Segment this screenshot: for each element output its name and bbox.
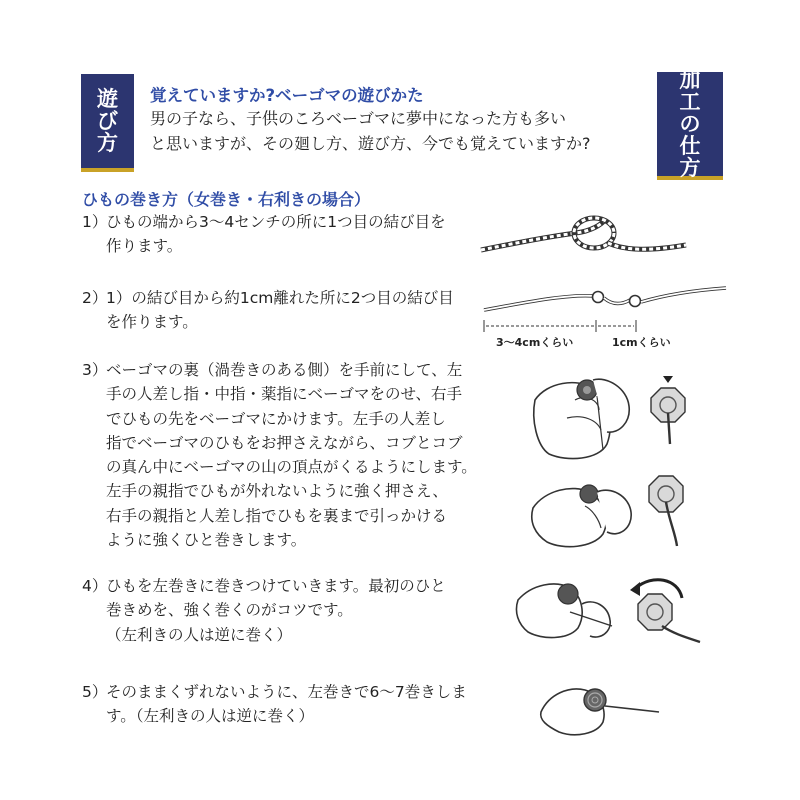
step-line: （左利きの人は逆に巻く） <box>106 625 293 644</box>
wound-top-illustration <box>535 676 665 740</box>
step-number: 1） <box>82 213 108 231</box>
rope-two-knots-illustration <box>478 280 730 352</box>
badge-char: 加 <box>679 67 701 92</box>
winding-string-illustration <box>512 568 708 650</box>
step-number: 3） <box>82 361 108 379</box>
intro-paragraph <box>150 106 600 156</box>
badge-char: 仕 <box>679 134 701 159</box>
step-line: でひもの先をベーゴマにかけます。左手の人差し <box>106 409 446 428</box>
rope-knot-illustration <box>476 205 696 265</box>
step-number: 5） <box>82 683 108 701</box>
step-number: 2） <box>82 289 108 307</box>
step-text <box>106 286 454 335</box>
step-line: そのままくずれないように、左巻きで6～7巻きしま <box>106 683 467 701</box>
badge-asobikata <box>81 74 134 172</box>
step-text <box>106 210 446 259</box>
step-text <box>106 574 446 647</box>
step-text <box>106 358 477 552</box>
step-line: 巻きめを、強く巻くのがコツです。 <box>106 601 353 620</box>
step-line: 作ります。 <box>106 237 183 256</box>
measurement-label-first: 3～4cmくらい <box>496 336 574 349</box>
intro-line: 男の子なら、子供のころベーゴマに夢中になった方も多い <box>150 109 567 128</box>
step-line: 右手の親指と人差し指でひもを裏まで引っかける <box>106 506 448 525</box>
step-line: ベーゴマの裏（渦巻きのある側）を手前にして、左 <box>106 361 463 379</box>
step-line: ように強くひと巻きします。 <box>106 531 307 550</box>
step-line: を作ります。 <box>106 313 198 332</box>
page-title: 覚えていますか?ベーゴマの遊びかた <box>150 86 424 105</box>
badge-char: び <box>97 108 118 133</box>
measurement-label-second: 1cmくらい <box>612 336 671 349</box>
step-number: 4） <box>82 577 108 595</box>
badge-char: 遊 <box>97 86 118 111</box>
badge-char: 方 <box>679 156 701 181</box>
step-line: 左手の親指でひもが外れないように強く押さえ、 <box>106 482 448 501</box>
badge-char: の <box>679 111 701 136</box>
step-text <box>106 680 467 729</box>
step-line: す。（左利きの人は逆に巻く） <box>106 707 315 726</box>
step-line: の真ん中にベーゴマの山の頂点がくるようにします。 <box>106 458 477 477</box>
hands-holding-top-illustration <box>527 370 707 465</box>
section-title: ひもの巻き方（女巻き・右利きの場合） <box>82 190 371 209</box>
step-line: 指でベーゴマのひもをお押さえながら、コブとコブ <box>106 433 463 452</box>
badge-kakou-no-shikata <box>657 67 723 181</box>
thumb-pressing-illustration <box>527 470 707 555</box>
badge-char: 工 <box>679 89 701 114</box>
step-line: ひもの端から3～4センチの所に1つ目の結び目を <box>106 213 446 231</box>
step-line: ひもを左巻きに巻きつけていきます。最初のひと <box>106 577 446 595</box>
badge-char: 方 <box>97 131 118 156</box>
intro-line: と思いますが、その廻し方、遊び方、今でも覚えていますか? <box>150 134 591 153</box>
step-line: 1）の結び目から約1cm離れた所に2つ目の結び目 <box>106 289 454 307</box>
step-line: 手の人差し指・中指・薬指にベーゴマをのせ、右手 <box>106 385 463 404</box>
